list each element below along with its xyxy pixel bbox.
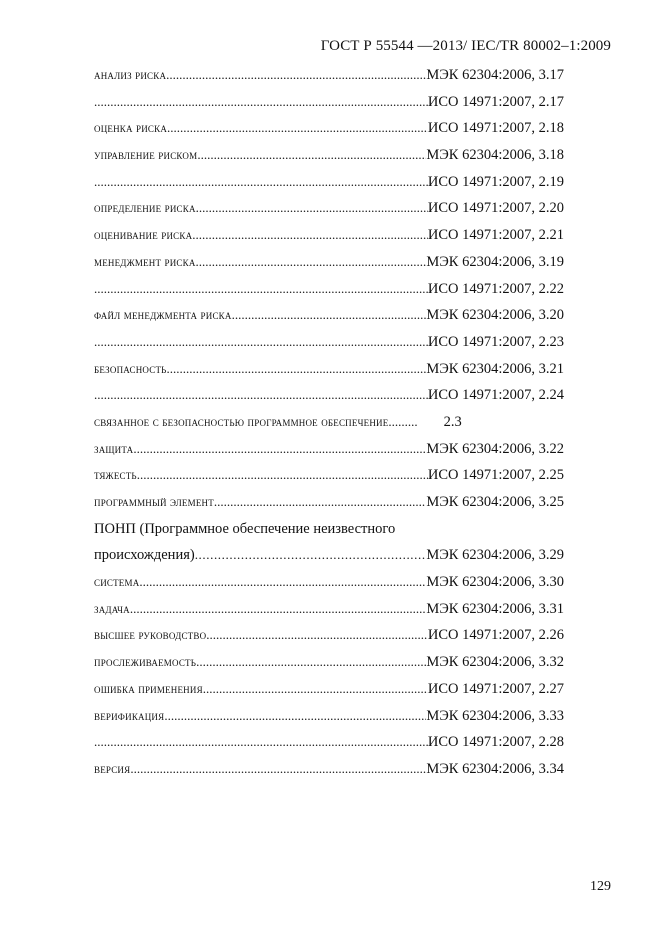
index-reference: МЭК 62304:2006, 3.32 — [426, 654, 564, 671]
index-term: тяжесть — [94, 468, 137, 483]
index-row — [94, 565, 564, 592]
page-number: 129 — [590, 879, 611, 894]
index-row — [94, 538, 564, 565]
index-reference: ИСО 14971:2007, 2.18 — [427, 120, 564, 137]
running-header: ГОСТ Р 55544 —2013/ IEC/TR 80002–1:2009 — [320, 38, 611, 54]
index-reference: МЭК 62304:2006, 3.17 — [426, 67, 564, 83]
index-row — [94, 618, 564, 645]
index-term: оценивание риска — [94, 228, 193, 243]
index-term: высшее руководство — [94, 628, 207, 643]
index-term: файл менеджмента риска — [94, 308, 232, 323]
index-reference: МЭК 62304:2006, 3.25 — [426, 494, 564, 510]
index-reference: ИСО 14971:2007, 2.19 — [427, 173, 564, 190]
index-reference: МЭК 62304:2006, 3.19 — [426, 253, 564, 270]
index-row — [94, 298, 564, 325]
index-term: безопасность — [94, 361, 167, 376]
index-row — [94, 699, 564, 726]
index-reference: МЭК 62304:2006, 3.31 — [426, 600, 564, 617]
index-term: менеджмент риска — [94, 254, 196, 269]
index-reference: МЭК 62304:2006, 3.30 — [426, 574, 564, 591]
index-term: ПОНП (Программное обеспечение неизвестного — [94, 520, 396, 537]
index-reference: МЭК 62304:2006, 3.20 — [426, 307, 564, 324]
index-row — [94, 245, 564, 272]
index-term: версия — [94, 761, 131, 776]
dot-leader — [130, 752, 426, 786]
index-term: связанное с безопасностью программное обеспечение — [94, 414, 389, 429]
index-term: задача — [94, 601, 130, 616]
index-reference: МЭК 62304:2006, 3.33 — [426, 707, 564, 724]
index-row — [94, 58, 564, 85]
index-term: управление риском — [94, 148, 198, 163]
index-row — [94, 725, 564, 752]
index-term: анализ риска — [94, 68, 167, 82]
index-reference: МЭК 62304:2006, 3.34 — [426, 760, 564, 777]
index-reference: МЭК 62304:2006, 3.18 — [426, 147, 564, 164]
index-reference: ИСО 14971:2007, 2.28 — [427, 734, 564, 751]
index-reference: ИСО 14971:2007, 2.23 — [427, 333, 564, 350]
index-term: оценка риска — [94, 121, 168, 136]
index-term: ошибка применения — [94, 681, 203, 696]
index-row — [94, 432, 564, 459]
index-term: система — [94, 575, 140, 590]
index-term: программный элемент — [94, 495, 214, 509]
index-reference: ИСО 14971:2007, 2.21 — [427, 227, 564, 244]
index-term: защита — [94, 441, 134, 456]
index-row — [94, 378, 564, 405]
index-row — [94, 191, 564, 218]
index-row — [94, 645, 564, 672]
index-row — [94, 325, 564, 352]
index-row — [94, 85, 564, 112]
index-reference: ИСО 14971:2007, 2.20 — [427, 200, 564, 217]
index-row — [94, 672, 564, 699]
index-row — [94, 752, 564, 779]
index-reference: МЭК 62304:2006, 3.22 — [426, 440, 564, 457]
term-index — [94, 58, 564, 779]
index-reference: ИСО 14971:2007, 2.25 — [427, 467, 564, 484]
index-row — [94, 485, 564, 512]
index-row — [94, 352, 564, 379]
index-reference: ИСО 14971:2007, 2.17 — [427, 93, 564, 110]
index-reference: ИСО 14971:2007, 2.22 — [427, 280, 564, 297]
index-row — [94, 218, 564, 245]
index-term: прослеживаемость — [94, 655, 197, 670]
index-reference: МЭК 62304:2006, 3.21 — [426, 360, 564, 377]
index-row — [94, 165, 564, 192]
index-term: происхождения) — [94, 547, 195, 564]
index-row — [94, 138, 564, 165]
index-term: определение риска — [94, 201, 196, 216]
index-reference: 2.3 — [443, 413, 462, 430]
index-term: верификация — [94, 708, 165, 723]
index-row — [94, 272, 564, 299]
index-row — [94, 592, 564, 619]
index-reference: ИСО 14971:2007, 2.26 — [427, 627, 564, 644]
index-row — [94, 111, 564, 138]
index-reference: ИСО 14971:2007, 2.27 — [427, 680, 564, 697]
index-row — [94, 458, 564, 485]
index-reference: ИСО 14971:2007, 2.24 — [427, 387, 564, 404]
index-reference: МЭК 62304:2006, 3.29 — [426, 547, 564, 564]
